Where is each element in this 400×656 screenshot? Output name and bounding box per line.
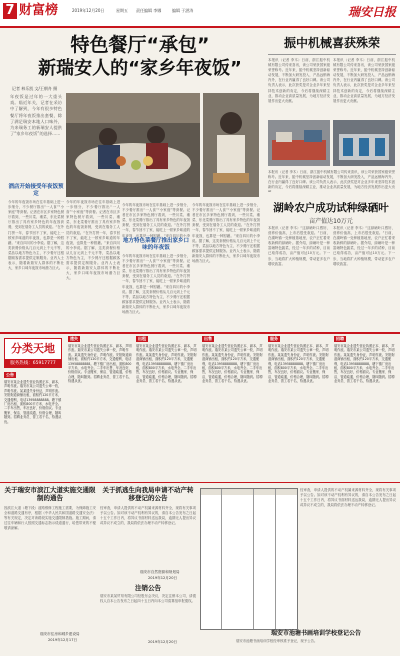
notice4-body: 瑞安市池塘书画培训学校经审核准予登记，现予公告。 bbox=[236, 639, 318, 643]
restaurant-photo-graphic bbox=[66, 93, 200, 197]
notice-list-right: 经审查，申请人提供的不动产权属来源材料齐全，现将有关事项予以公告。如对该不动产权利有异议的，请自本公告发布之日起十五个工作日内，将异议书面材料送达我局，逾期无人提出异议或异议不成立的，我局将依法办理不动产转移登记。 bbox=[300, 488, 396, 508]
story2-body-col2: 本报讯（记者 李木）日前，浙江振中机械有限公司传来喜讯，该公司荣获国家级荣誉称号。近年来，振中机械坚持创新驱动发展，不断加大研发投入，产品远销海内外，在行业内赢得了良好口碑。该公司负责人表示，此次获奖是对企业多年来坚持技术创新的肯定，今后将继续深耕主业，推动企业高质量发展，为地方经济发展作出更大贡献。 bbox=[333, 58, 395, 103]
factory-photo-2-graphic bbox=[333, 120, 395, 166]
divider bbox=[268, 54, 396, 55]
factory-photo-1-graphic bbox=[268, 120, 330, 166]
notice1-body: 因滨江大道（塘下段）道路维修工程施工需要，为保障施工安全和道路交通有序，根据《中华人民共和国道路交通安全法》等有关规定，决定对该路段实施交通限制措施。施工期间，请过往车辆和行人按照交通标志指示绕道通行，给您带来的不便敬请谅解。 bbox=[4, 506, 96, 531]
issue-date: 2019年12月20日 bbox=[72, 8, 105, 13]
classifieds-title: 分类天地 bbox=[4, 338, 62, 360]
notice3-title: 注销公告 bbox=[135, 584, 161, 592]
section-name: 财富榜 bbox=[19, 3, 59, 18]
tag-recruit: 招聘 bbox=[336, 336, 344, 341]
factory-photo-2 bbox=[333, 120, 395, 166]
notice2-org: 瑞安市自然资源和规划局 bbox=[140, 570, 180, 574]
story3-subhead: 亩产值达10万元 bbox=[309, 218, 353, 225]
story1-body-col1: 今年的年夜饭市场在往年基础上进一步细分，不少餐厅推出“一人食”“小家庭”等套餐。记者在市区多家特色餐厅看到，一些川菜、湘菜、东北菜餐厅推出了具有家乡特色的年夜饭套餐，受到在瑞务工人员的欢迎。“在外打拼一年，春节回不了家，能吃上一顿家乡味道的年夜饭，也算是一种慰藉。”来自四川的小李说。据了解，这类套餐价格从几百元到上千元不等，菜品以地方特色为主，不少餐厅还根据顾客需求提供定制服务。业内人士表示，随着新瑞安人群体的不断壮大，家乡口味年夜饭市场潜力巨大。 bbox=[8, 200, 64, 271]
tag-notice: 公告 bbox=[6, 372, 14, 377]
classifieds-col4: 瑞安市某企业遗失营业执照正本、副本，声明作废。瑞安市某公司遗失公章一枚，声明作废。某某遗失身份证，声明作废。安阳街道商铺出租，面积约120平方米，交通便利，电话13958888888。塘下镇厂房出租，面积800平方米，水电齐全。二手车出售，车况良好，价格面议。专业搬家、保洁、管道疏通，价格合理，随叫随到。招聘业务员、普工若干名，待遇从优。 bbox=[202, 344, 263, 384]
tag-sell: 出售 bbox=[204, 336, 212, 341]
classifieds-col3: 瑞安市某企业遗失营业执照正本、副本，声明作废。瑞安市某公司遗失公章一枚，声明作废。某某遗失身份证，声明作废。安阳街道商铺出租，面积约120平方米，交通便利，电话13958888888。塘下镇厂房出租，面积800平方米，水电齐全。二手车出售，车况良好，价格面议。专业搬家、保洁、管道疏通，价格合理，随叫随到。招聘业务员、普工若干名，待遇从优。 bbox=[136, 344, 197, 384]
notice1-org: 瑞安市住房和城乡建设局 bbox=[40, 632, 80, 636]
classifieds-col6: 瑞安市某企业遗失营业执照正本、副本，声明作废。瑞安市某公司遗失公章一枚，声明作废。某某遗失身份证，声明作废。安阳街道商铺出租，面积约120平方米，交通便利，电话13958888888。塘下镇厂房出租，面积800平方米，水电齐全。二手车出售，车况良好，价格面议。专业搬家、保洁、管道疏通，价格合理，随叫随到。招聘业务员、普工若干名，待遇从优。 bbox=[334, 344, 395, 384]
notice2-title: 关于抓逃生向我局申请不动产转移登记的公告 bbox=[102, 486, 194, 502]
story2-body-col3: 本报讯（记者 李木）日前，浙江振中机械有限公司传来喜讯，该公司荣获国家级荣誉称号。近年来，振中机械坚持创新驱动发展，不断加大研发投入，产品远销海内外，在行业内赢得了良好口碑。该公司负责人表示，此次获奖是对企业多年来坚持技术创新的肯定，今后将继续深耕主业，推动企业高质量发展，为地方经济发展作出更大贡 bbox=[268, 170, 395, 190]
story3-body-col1: 本报讯（记者 李木）“这绿硒叶口感好、营养价值高，上市后很受欢迎。”日前，在湖岭镇一处种植基地里，农户正忙着采收新鲜的绿硒叶。据介绍，绿硒叶是一种富硒特色蔬菜，经过一年多的试种，目前已取得成功，亩产值可达10万元。下一步，当地将扩大种植规模，带动更多农户增收致富。 bbox=[268, 226, 330, 266]
section-number: 7 bbox=[3, 3, 17, 19]
story1-headline-line1: 特色餐厅“承包” bbox=[70, 34, 210, 56]
story2-body-col1: 本报讯（记者 李木）日前，浙江振中机械有限公司传来喜讯，该公司荣获国家级荣誉称号。近年来，振中机械坚持创新驱动发展，不断加大研发投入，产品远销海内外，在行业内赢得了良好口碑。该公司负责人表示，此次获奖是对企业多年来坚持技术创新的肯定，今后将继续深耕主业，推动企业高质量发展，为地方经济发展作出更大贡献。 bbox=[268, 58, 330, 103]
notice1-date: 2019年12月17日 bbox=[48, 638, 78, 642]
notice-table-grid bbox=[201, 489, 297, 629]
masthead-logo: 瑞安日报 bbox=[347, 5, 396, 19]
tag-rent: 出租 bbox=[138, 336, 146, 341]
factory-photo-1 bbox=[268, 120, 330, 166]
story1-caption: 今年的年夜饭市场在往年基础上进一步细分，不少餐厅推出“一人食”“小家庭”等套餐。记者在市区多家特色餐厅看到，一些川菜、湘菜、东北菜餐厅推出了具有家乡特色的年夜饭套餐，受到在瑞务工人员的欢迎。“在外打拼一年，春节回不了家，能吃上一顿家乡味道的年夜饭，也算是一种慰藉。”来自四川的小李 bbox=[122, 203, 190, 237]
chef-photo-graphic bbox=[203, 93, 259, 197]
notice1-title: 关于瑞安市滨江大道实施交通限制的通告 bbox=[4, 486, 96, 502]
notice3-date: 2019年12月20日 bbox=[148, 640, 178, 644]
story1-body-col3: 今年的年夜饭市场在往年基础上进一步细分，不少餐厅推出“一人食”“小家庭”等套餐。记者在市区多家特色餐厅看到，一些川菜、湘菜、东北菜餐厅推出了具有家乡特色的年夜饭套餐，受到在瑞务工人员的欢迎。“在外打拼一年，春节回不了家，能吃上一顿家乡味道的年夜饭，也算是一种慰藉。”来自四川的小李说。据了解，这类套餐价格从几百元到上千元不等，菜品以地方特色为主，不少餐厅还根据顾客需求提供定制服务。业内人士表示，随着新瑞安人群体的不断壮大，家乡口味年夜饭市场潜力巨大。 bbox=[122, 254, 190, 315]
issue-weekday: 星期五 bbox=[116, 8, 128, 13]
classifieds-col2: 瑞安市某企业遗失营业执照正本、副本，声明作废。瑞安市某公司遗失公章一枚，声明作废。某某遗失身份证，声明作废。安阳街道商铺出租，面积约120平方米，交通便利，电话13958888888。塘下镇厂房出租，面积800平方米，水电齐全。二手车出售，车况良好，价格面议。专业搬家、保洁、管道疏通，价格合理，随叫随到。招聘业务员、普工若干名，待遇从优。 bbox=[68, 344, 132, 384]
chef-photo bbox=[203, 93, 259, 197]
notice2-body: 经审查，申请人提供的不动产权属来源材料齐全，现将有关事项予以公告。如对该不动产权利有异议的，请自本公告发布之日起十五个工作日内，将异议书面材料送达我局，逾期无人提出异议或异议不成立的，我局将依法办理不动产转移登记。 bbox=[100, 506, 196, 526]
notice4-title: 瑞安市池塘书画培训学校登记公告 bbox=[270, 630, 361, 637]
story1-headline-line2: 新瑞安人的“家乡年夜饭” bbox=[38, 58, 242, 79]
notice-table bbox=[200, 488, 298, 630]
story1-byline: 记者 林乐凯 文/王朝舟 摄 bbox=[12, 86, 58, 91]
story3-headline: 湖岭农户成功试种绿硒叶 bbox=[273, 202, 389, 214]
section-rule bbox=[0, 332, 400, 334]
classifieds-col5: 瑞安市某企业遗失营业执照正本、副本，声明作废。瑞安市某公司遗失公章一枚，声明作废。某某遗失身份证，声明作废。安阳街道商铺出租，面积约120平方米，交通便利，电话13958888888。塘下镇厂房出租，面积800平方米，水电齐全。二手车出售，车况良好，价格面议。专业搬家、保洁、管道疏通，价格合理，随叫随到。招聘业务员、普工若干名，待遇从优。 bbox=[268, 344, 329, 384]
classifieds-hotline: 服务热线：65917777 bbox=[4, 360, 62, 368]
classifieds-col1: 瑞安市某企业遗失营业执照正本、副本，声明作废。瑞安市某公司遗失公章一枚，声明作废。某某遗失身份证，声明作废。安阳街道商铺出租，面积约120平方米，交通便利，电话13958888888。塘下镇厂房出租，面积800平方米，水电齐全。二手车出售，车况良好，价格面议。专业搬家、保洁、管道疏通，价格合理，随叫随到。招聘业务员、普工若干名，待遇从优。 bbox=[4, 380, 62, 424]
story1-subhead-2: 地方特色菜餐厅推出家乡口味的年夜饭 bbox=[122, 238, 189, 251]
story3-body-col2: 本报讯（记者 李木）“这绿硒叶口感好、营养价值高，上市后很受欢迎。”日前，在湖岭镇一处种植基地里，农户正忙着采收新鲜的绿硒叶。据介绍，绿硒叶是一种富硒特色蔬菜，经过一年多的试种，目前已取得成功，亩产值可达10万元。下一步，当地将扩大种植规模，带动更多农户增收致富。 bbox=[333, 226, 395, 266]
tag-lost: 遗失 bbox=[70, 336, 78, 341]
story1-body-col2: 今年的年夜饭市场在往年基础上进一步细分，不少餐厅推出“一人食”“小家庭”等套餐。记者在市区多家特色餐厅看到，一些川菜、湘菜、东北菜餐厅推出了具有家乡特色的年夜饭套餐，受到在瑞务工人员的欢迎。“在外打拼一年，春节回不了家，能吃上一顿家乡味道的年夜饭，也算是一种慰藉。”来自四川的小李说。据了解，这类套餐价格从几百元到上千元不等，菜品以地方特色为主，不少餐厅还根据顾客需求提供定制服务。业内人士表示，随着新瑞安人群体的不断壮大，家乡口味年夜饭市场潜力巨大。 bbox=[66, 200, 120, 281]
table-header-row bbox=[201, 489, 297, 495]
story1-body-col4: 今年的年夜饭市场在往年基础上进一步细分，不少餐厅推出“一人食”“小家庭”等套餐。记者在市区多家特色餐厅看到，一些川菜、湘菜、东北菜餐厅推出了具有家乡特色的年夜饭套餐，受到在瑞务工人员的欢迎。“在外打拼一年，春节回不了家，能吃上一顿家乡味道的年夜饭，也算是一种慰藉。”来自四川的小李说。据了解，这类套餐价格从几百元到上千元不等，菜品以地方特色为主，不少餐厅还根据顾客需求提供定制服务。业内人士表示，随着新瑞安人群体的不断壮大，家乡口味年夜饭市场潜力巨大。 bbox=[192, 203, 260, 264]
story1-lead: 年夜饭是过年的一大重头戏。临近年关，记者在采访中了解到，今年有很多特色餐厅将年夜饭推出套餐，除了满足瑞安本地人口味外，为来瑞务工的新瑞安人提供了“家乡年夜饭”的选择…… bbox=[10, 94, 62, 137]
notice3-body: 瑞安市某某贸易有限公司经股东会决议，决定注销本公司，请债权人自本公告发布之日起四十五日内向本公司清算组申报债权。 bbox=[100, 594, 196, 604]
designer-credit: 编辑 于湛涛 bbox=[172, 8, 194, 13]
notice2-date: 2019年12月20日 bbox=[148, 576, 178, 580]
notice-rule bbox=[0, 482, 400, 483]
restaurant-photo bbox=[66, 93, 200, 197]
story1-subhead-1: 酒店开始接受年夜饭预定 bbox=[8, 184, 64, 197]
editor-credit: 责任编辑 李娜 bbox=[136, 8, 162, 13]
page-header bbox=[0, 0, 400, 28]
tag-service: 服务 bbox=[270, 336, 278, 341]
story2-headline: 振中机械喜获殊荣 bbox=[283, 36, 380, 50]
